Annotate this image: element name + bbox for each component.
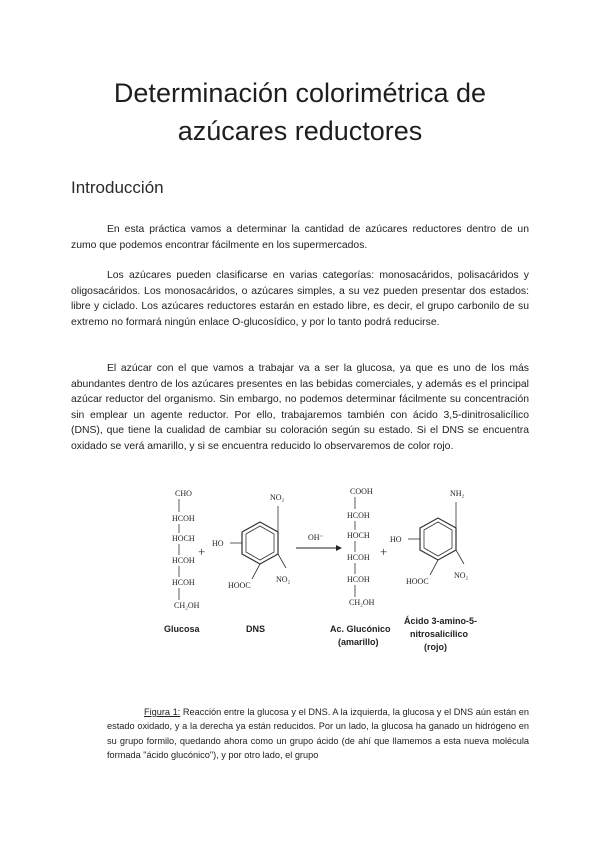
gluconic-c1: COOH bbox=[350, 487, 373, 496]
page-title bbox=[60, 74, 540, 150]
glucose-c2: HCOH bbox=[172, 514, 195, 523]
dns-ho: HO bbox=[212, 539, 224, 548]
glucose-c3: HOCH bbox=[172, 534, 195, 543]
gluconic-c2: HCOH bbox=[347, 511, 370, 520]
title-line-2: azúcares reductores bbox=[177, 116, 423, 146]
section-heading-introduccion: Introducción bbox=[71, 178, 164, 197]
label-acido-2: nitrosalicílico bbox=[410, 629, 469, 639]
title-line-1: Determinación colorimétrica de bbox=[113, 78, 487, 108]
figure-caption bbox=[107, 705, 529, 763]
label-dns: DNS bbox=[246, 624, 266, 634]
label-gluconico-2: (amarillo) bbox=[338, 637, 379, 647]
glucose-c5: HCOH bbox=[172, 578, 195, 587]
glucose-c4: HCOH bbox=[172, 556, 195, 565]
glucose-c6: CH₂OH bbox=[174, 601, 200, 610]
plus-sign-2: + bbox=[380, 544, 388, 559]
amino-nitrosalicylic-structure bbox=[390, 489, 469, 586]
caption-text: Reacción entre la glucosa y el DNS. A la izquierda, la glucosa y el DNS aún están en estado oxidado, y a la derecha ya están reducidos. Por un lado, la glucosa ha ganado un hidrógeno en su grupo formilo, quedando ahora como un grupo ácido (de ahí que llamemos a esta nueva molécula formada "ácido glucónico"), y por otro lado, el grupo bbox=[107, 707, 529, 761]
label-gluconico-1: Ac. Glucónico bbox=[330, 624, 391, 634]
dns-no2-bottom: NO₂ bbox=[276, 575, 291, 584]
product-nh2: NH₂ bbox=[450, 489, 465, 498]
product-hooc: HOOC bbox=[406, 577, 429, 586]
label-acido-3: (rojo) bbox=[424, 642, 447, 652]
plus-sign-1: + bbox=[198, 544, 206, 559]
paragraph-3: El azúcar con el que vamos a trabajar va a ser la glucosa, ya que es uno de los más abundantes dentro de los azúcares presentes en las bebidas comerciales, y además es el principal azúcar reductor del organismo. Sin embargo, no podemos determinar fácilmente su concentración sin emplear un agente reductor. Por ello, trabajaremos también con ácido 3,5-dinitrosalicílico (DNS), que tiene la cualidad de cambiar su coloración según su estado. Si el DNS se encuentra oxidado se verá amarillo, y si se encuentra reducido lo observaremos de color rojo. bbox=[71, 363, 529, 452]
arrow-label: OH⁻ bbox=[308, 533, 324, 542]
gluconic-c3: HOCH bbox=[347, 531, 370, 540]
glucose-structure bbox=[172, 489, 200, 610]
gluconic-acid-structure bbox=[347, 487, 375, 607]
gluconic-c5: HCOH bbox=[347, 575, 370, 584]
glucose-c1: CHO bbox=[175, 489, 192, 498]
dns-structure bbox=[212, 493, 291, 590]
label-acido-1: Ácido 3-amino-5- bbox=[404, 616, 478, 626]
dns-no2-top: NO₂ bbox=[270, 493, 285, 502]
product-no2: NO₂ bbox=[454, 571, 469, 580]
paragraph-2: Los azúcares pueden clasificarse en varias categorías: monosacáridos, polisacáridos y oligosacáridos. Los monosacáridos, o azúcares simples, a su vez pueden presentar dos estados: libre y ciclado. Los azúcares reductores estarán en estado libre, es decir, el grupo carbonilo de su extremo no formará ningún enlace O-glucosídico, y por lo tanto podrá reducirse. bbox=[71, 270, 529, 328]
paragraph-1: En esta práctica vamos a determinar la cantidad de azúcares reductores dentro de un zumo que podemos encontrar fácilmente en los supermercados. bbox=[71, 224, 529, 251]
product-ho: HO bbox=[390, 535, 402, 544]
gluconic-c6: CH₂OH bbox=[349, 598, 375, 607]
reaction-arrow bbox=[296, 533, 342, 551]
reaction-diagram bbox=[150, 484, 490, 672]
gluconic-c4: HCOH bbox=[347, 553, 370, 562]
caption-label: Figura 1: bbox=[144, 707, 181, 717]
dns-hooc: HOOC bbox=[228, 581, 251, 590]
label-glucosa: Glucosa bbox=[164, 624, 200, 634]
reaction-figure bbox=[150, 484, 490, 672]
